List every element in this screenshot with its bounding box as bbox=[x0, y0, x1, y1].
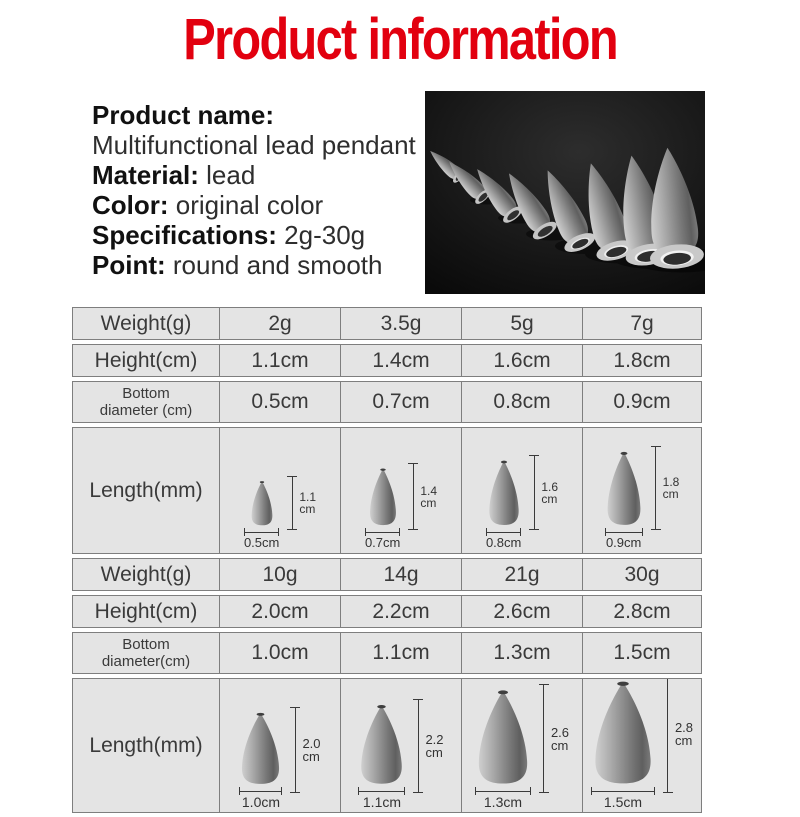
length-diagram-cell bbox=[461, 678, 582, 813]
row-label: Bottom diameter(cm) bbox=[72, 632, 219, 674]
color-line: Color: original color bbox=[92, 190, 324, 220]
width-dimension-label: 1.0cm bbox=[241, 794, 281, 810]
weight-value: 2g bbox=[219, 307, 340, 340]
length-row-1 bbox=[72, 427, 702, 554]
product-info-block bbox=[92, 100, 416, 280]
width-dimension-label: 1.3cm bbox=[483, 794, 523, 810]
sinker-illustration bbox=[475, 688, 531, 785]
row-label: Height(cm) bbox=[72, 344, 219, 377]
row-label: Length(mm) bbox=[72, 678, 219, 813]
height-dimension-line bbox=[529, 455, 539, 530]
diameter-value: 1.0cm bbox=[219, 632, 340, 674]
point-line: Point: round and smooth bbox=[92, 250, 383, 280]
height-value: 1.8cm bbox=[582, 344, 702, 377]
height-dimension-line bbox=[287, 476, 297, 530]
width-dimension-label: 1.1cm bbox=[362, 794, 402, 810]
weight-value: 30g bbox=[582, 558, 702, 591]
product-photo bbox=[425, 91, 705, 294]
sinker-diagram bbox=[475, 688, 569, 809]
length-diagram-cell bbox=[582, 427, 702, 554]
height-dimension-label: 1.8 cm bbox=[662, 475, 680, 501]
weight-row-2 bbox=[72, 558, 702, 591]
height-value: 1.1cm bbox=[219, 344, 340, 377]
height-value: 1.4cm bbox=[340, 344, 461, 377]
length-diagram-cell bbox=[340, 678, 461, 813]
width-dimension-label: 0.8cm bbox=[485, 535, 522, 550]
material-line: Material: lead bbox=[92, 160, 256, 190]
weight-value: 14g bbox=[340, 558, 461, 591]
height-dimension-label: 2.2 cm bbox=[425, 732, 444, 760]
diameter-value: 0.8cm bbox=[461, 381, 582, 423]
height-dimension-label: 1.4 cm bbox=[420, 483, 438, 510]
height-value: 2.6cm bbox=[461, 595, 582, 628]
diameter-value: 1.5cm bbox=[582, 632, 702, 674]
sinker-diagram bbox=[239, 711, 320, 809]
weight-value: 5g bbox=[461, 307, 582, 340]
weight-value: 7g bbox=[582, 307, 702, 340]
sinker-illustration bbox=[239, 711, 282, 785]
height-row-1 bbox=[72, 344, 702, 377]
row-label: Weight(g) bbox=[72, 558, 219, 591]
height-dimension-line bbox=[413, 699, 423, 793]
height-dimension-label: 1.6 cm bbox=[541, 479, 559, 506]
bottom-diameter-row-1 bbox=[72, 381, 702, 423]
width-dimension-label: 0.7cm bbox=[364, 535, 401, 550]
product-name-label-line: Product name: bbox=[92, 100, 275, 130]
length-diagram-cell bbox=[219, 427, 340, 554]
sinker-diagram bbox=[365, 467, 437, 550]
spec-table bbox=[72, 303, 702, 817]
length-diagram-cell bbox=[582, 678, 702, 813]
width-dimension-label: 0.5cm bbox=[243, 535, 280, 550]
diameter-value: 0.9cm bbox=[582, 381, 702, 423]
row-label: Weight(g) bbox=[72, 307, 219, 340]
width-dimension-label: 0.9cm bbox=[605, 535, 642, 550]
height-row-2 bbox=[72, 595, 702, 628]
weight-value: 10g bbox=[219, 558, 340, 591]
bottom-diameter-row-2 bbox=[72, 632, 702, 674]
length-row-2 bbox=[72, 678, 702, 813]
height-value: 2.8cm bbox=[582, 595, 702, 628]
height-value: 2.2cm bbox=[340, 595, 461, 628]
height-dimension-line bbox=[408, 463, 418, 530]
product-name-value-line: Multifunctional lead pendant bbox=[92, 130, 416, 160]
height-dimension-label: 2.0 cm bbox=[302, 736, 321, 764]
weight-row-1 bbox=[72, 307, 702, 340]
height-dimension-label: 2.8 cm bbox=[674, 720, 694, 748]
height-dimension-line bbox=[651, 446, 661, 530]
sinker-diagram bbox=[605, 450, 680, 550]
specifications-line: Specifications: 2g-30g bbox=[92, 220, 366, 250]
diameter-value: 0.5cm bbox=[219, 381, 340, 423]
weight-value: 3.5g bbox=[340, 307, 461, 340]
sinker-illustration bbox=[591, 679, 655, 785]
length-diagram-cell bbox=[461, 427, 582, 554]
page-header bbox=[0, 6, 800, 73]
height-value: 2.0cm bbox=[219, 595, 340, 628]
width-dimension-label: 1.5cm bbox=[603, 794, 643, 810]
sinker-diagram bbox=[486, 459, 558, 550]
diameter-value: 1.1cm bbox=[340, 632, 461, 674]
height-dimension-label: 1.1 cm bbox=[299, 490, 317, 516]
length-diagram-cell bbox=[340, 427, 461, 554]
height-dimension-label: 2.6 cm bbox=[550, 724, 570, 753]
diameter-value: 1.3cm bbox=[461, 632, 582, 674]
sinker-illustration bbox=[250, 480, 274, 526]
sinker-diagram bbox=[244, 480, 316, 550]
sinker-illustration bbox=[358, 703, 405, 785]
height-dimension-line bbox=[663, 678, 673, 793]
sinker-diagram bbox=[591, 679, 693, 809]
diameter-value: 0.7cm bbox=[340, 381, 461, 423]
row-label: Height(cm) bbox=[72, 595, 219, 628]
sinker-illustration bbox=[368, 467, 398, 526]
length-diagram-cell bbox=[219, 678, 340, 813]
sinker-illustration bbox=[605, 450, 643, 526]
sinker-illustration bbox=[487, 459, 521, 526]
row-label: Bottom diameter (cm) bbox=[72, 381, 219, 423]
height-value: 1.6cm bbox=[461, 344, 582, 377]
weight-value: 21g bbox=[461, 558, 582, 591]
height-dimension-line bbox=[539, 684, 549, 793]
height-dimension-line bbox=[290, 707, 300, 793]
page-title: Product information bbox=[183, 7, 617, 72]
sinker-diagram bbox=[358, 703, 443, 809]
row-label: Length(mm) bbox=[72, 427, 219, 554]
